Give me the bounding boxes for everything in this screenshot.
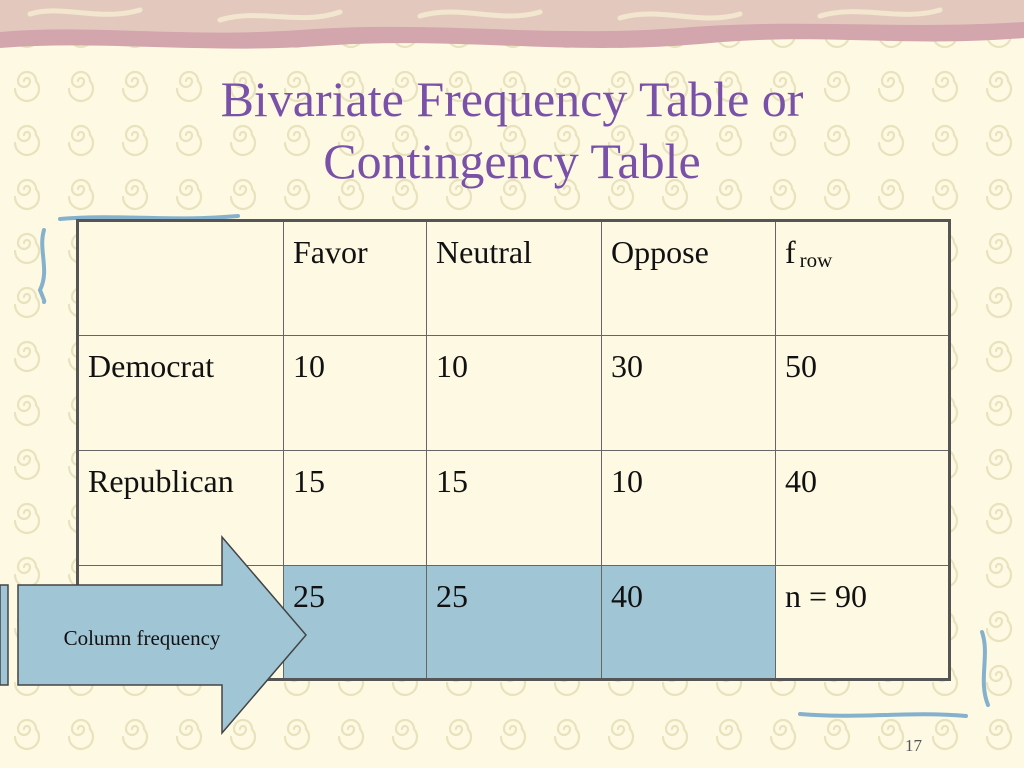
table-cell: 40 [776,451,950,566]
table-cell: 10 [602,451,776,566]
table-cell: 10 [427,336,602,451]
header-cell-neutral: Neutral [427,221,602,336]
title-line-2: Contingency Table [323,133,701,189]
header-cell-blank [78,221,284,336]
header-row-subscript: row [799,248,833,272]
header-f-symbol: f [785,234,796,270]
header-cell-favor: Favor [284,221,427,336]
table-cell: 15 [284,451,427,566]
table-row [78,336,950,451]
row-label-democrat: Democrat [78,336,284,451]
row-label-republican: Republican [78,451,284,566]
header-cell-row-frequency [776,221,950,336]
table-header-row [78,221,950,336]
table-cell: 50 [776,336,950,451]
column-total-cell: 25 [284,566,427,680]
table-cell: 30 [602,336,776,451]
grand-total-cell: n = 90 [776,566,950,680]
table-cell: 15 [427,451,602,566]
header-cell-oppose: Oppose [602,221,776,336]
column-total-cell: 40 [602,566,776,680]
table-cell: 10 [284,336,427,451]
column-total-cell: 25 [427,566,602,680]
arrow-label: Column frequency [63,626,221,650]
page-number: 17 [905,736,922,755]
slide-title [0,68,1024,192]
title-line-1: Bivariate Frequency Table or [220,71,804,127]
